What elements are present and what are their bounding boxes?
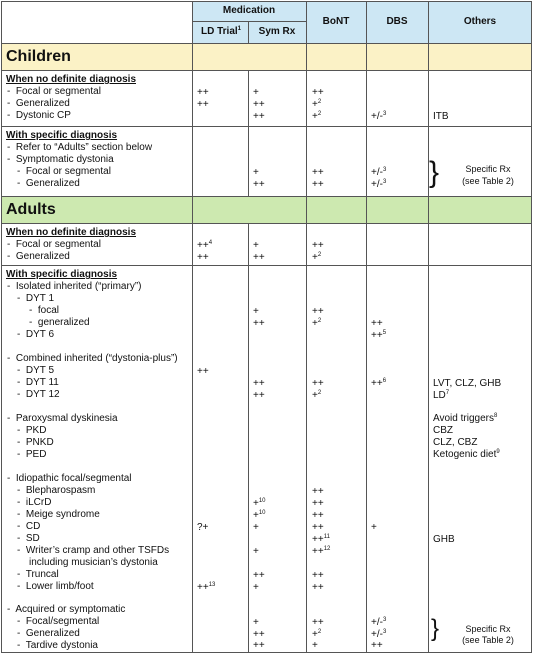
row-label: - SD (17, 533, 40, 544)
other-value: GHB (433, 534, 455, 545)
ld-value: ++$^{13}$ (197, 582, 216, 593)
bont-value: +$^2$ (312, 390, 322, 401)
bont-value: +$^2$ (312, 252, 322, 263)
row-label: - Acquired or symptomatic (7, 604, 126, 615)
row-label: - Isolated inherited (“primary”) (7, 281, 142, 292)
adults-band (1, 196, 532, 223)
bont-value: ++ (312, 87, 324, 98)
dbs-header: DBS (386, 16, 408, 27)
rule (1, 70, 532, 71)
sym-value: ++ (253, 111, 265, 122)
bont-value: + (312, 640, 318, 651)
sym-value: + (253, 522, 259, 533)
sym-value: + (253, 306, 259, 317)
sym-rx-header: Sym Rx (258, 26, 296, 37)
bont-value: +$^2$ (312, 111, 322, 122)
children-no-dx-title: When no definite diagnosis (6, 74, 136, 85)
other-value: Avoid triggers$^8$ (433, 413, 498, 424)
row-label: - PKD (17, 425, 47, 436)
ld-value: ++ (197, 99, 209, 110)
dbs-value: ++$^6$ (371, 378, 387, 389)
rule (248, 223, 249, 653)
rule (1, 196, 532, 197)
other-value: Ketogenic diet$^9$ (433, 449, 500, 460)
row-label: - CD (17, 521, 41, 532)
row-label: - Focal or segmental (7, 239, 101, 250)
dbs-value: ++ (371, 318, 383, 329)
brace-icon: } (429, 156, 440, 189)
bont-value: ++ (312, 179, 324, 190)
row-label: - Writer’s cramp and other TSFDs (17, 545, 170, 556)
dystonia-treatment-table (1, 1, 532, 653)
row-label: - Idiopathic focal/segmental (7, 473, 132, 484)
row-label: - Meige syndrome (17, 509, 100, 520)
dbs-value: +/-$^3$ (371, 179, 387, 190)
bont-value: ++ (312, 617, 324, 628)
ld-value: ++$^4$ (197, 240, 213, 251)
specific-rx-note: (see Table 2) (462, 176, 514, 186)
row-label: - DYT 1 (17, 293, 55, 304)
row-label: - Focal or segmental (17, 166, 111, 177)
row-label: - Combined inherited (“dystonia-plus”) (7, 353, 178, 364)
other-value: LVT, CLZ, GHB (433, 378, 502, 389)
other-value: $LD^7$ (433, 390, 450, 401)
sym-value: + (253, 240, 259, 251)
rule (531, 1, 532, 653)
rule (428, 1, 429, 653)
medication-header: Medication (222, 5, 276, 16)
bont-value: ++$^{11}$ (312, 534, 330, 545)
row-label: - DYT 6 (17, 329, 55, 340)
row-label: - DYT 5 (17, 365, 55, 376)
row-label: - PED (17, 449, 47, 460)
rule (1, 265, 532, 266)
rule (366, 1, 367, 653)
sym-value: + (253, 167, 259, 178)
sym-value: +$^{10}$ (253, 510, 266, 521)
row-label: - focal (29, 305, 60, 316)
row-label: - Generalized (7, 251, 70, 262)
row-label: - Tardive dystonia (17, 640, 98, 651)
bont-value: ++ (312, 378, 324, 389)
others-header: Others (463, 16, 497, 27)
sym-value: ++ (253, 570, 265, 581)
dbs-value: ++$^5$ (371, 330, 387, 341)
children-spec-dx-title: With specific diagnosis (6, 130, 118, 141)
bont-value: ++ (312, 240, 324, 251)
sym-value: +$^{10}$ (253, 498, 266, 509)
rule (306, 1, 307, 653)
children-section-title: Children (6, 48, 71, 65)
rule (192, 1, 193, 653)
bont-value: ++ (312, 486, 324, 497)
children-band (1, 43, 532, 70)
bont-header: BoNT (322, 16, 350, 27)
specific-rx-note: Specific Rx (465, 164, 511, 174)
row-label: - Generalized (17, 628, 80, 639)
row-label: - Generalized (7, 98, 70, 109)
row-label: - PNKD (17, 437, 54, 448)
rule (1, 223, 532, 224)
rule (1, 43, 532, 44)
row-label: - Refer to “Adults” section below (7, 142, 153, 153)
specific-rx-note: (see Table 2) (462, 635, 514, 645)
sym-value: + (253, 87, 259, 98)
bont-value: ++$^{12}$ (312, 546, 331, 557)
sym-value: ++ (253, 318, 265, 329)
bont-value: +$^2$ (312, 629, 322, 640)
sym-value: ++ (253, 99, 265, 110)
brace-icon: } (431, 615, 440, 642)
ld-value: ?+ (197, 522, 209, 533)
ld-trial-header: LD Trial$^1$ (200, 26, 242, 37)
sym-value: + (253, 582, 259, 593)
dbs-value: +/-$^3$ (371, 111, 387, 122)
bont-value: ++ (312, 570, 324, 581)
rule (1, 126, 532, 127)
sym-value: + (253, 617, 259, 628)
row-label: - Blepharospasm (17, 485, 96, 496)
sym-value: ++ (253, 390, 265, 401)
sym-value: ++ (253, 640, 265, 651)
bont-value: ++ (312, 498, 324, 509)
row-label: - DYT 11 (17, 377, 59, 388)
other-value: ITB (433, 111, 449, 122)
bont-value: +$^2$ (312, 318, 322, 329)
bont-value: ++ (312, 167, 324, 178)
rule (192, 21, 306, 22)
row-label: - Truncal (17, 569, 59, 580)
row-label: - iLCrD (17, 497, 52, 508)
adults-section-title: Adults (6, 201, 56, 218)
row-label: - Focal/segmental (17, 616, 100, 627)
row-label: - Lower limb/foot (17, 581, 94, 592)
dbs-value: +/-$^3$ (371, 629, 387, 640)
bont-value: +$^2$ (312, 99, 322, 110)
other-value: CBZ (433, 425, 453, 436)
bont-value: ++ (312, 522, 324, 533)
row-label: - Focal or segmental (7, 86, 101, 97)
row-label: - generalized (29, 317, 90, 328)
row-label: - Symptomatic dystonia (7, 154, 114, 165)
dbs-value: + (371, 522, 377, 533)
bont-value: ++ (312, 582, 324, 593)
sym-value: ++ (253, 252, 265, 263)
row-label: - Paroxysmal dyskinesia (7, 413, 118, 424)
row-label: including musician’s dystonia (29, 557, 158, 568)
ld-value: ++ (197, 366, 209, 377)
rule (248, 70, 249, 196)
sym-value: ++ (253, 629, 265, 640)
bont-value: ++ (312, 510, 324, 521)
adults-spec-dx-title: With specific diagnosis (6, 269, 118, 280)
adults-no-dx-title: When no definite diagnosis (6, 227, 136, 238)
other-value: CLZ, CBZ (433, 437, 478, 448)
rule (1, 652, 532, 653)
row-label: - Dystonic CP (7, 110, 71, 121)
dbs-value: ++ (371, 640, 383, 651)
row-label: - DYT 12 (17, 389, 60, 400)
sym-value: ++ (253, 179, 265, 190)
specific-rx-note: Specific Rx (465, 624, 511, 634)
rule (1, 1, 532, 2)
sym-value: ++ (253, 378, 265, 389)
dbs-value: +/-$^3$ (371, 617, 387, 628)
row-label: - Generalized (17, 178, 80, 189)
ld-value: ++ (197, 87, 209, 98)
sym-value: + (253, 546, 259, 557)
dbs-value: +/-$^3$ (371, 167, 387, 178)
ld-value: ++ (197, 252, 209, 263)
rule (1, 1, 2, 653)
bont-value: ++ (312, 306, 324, 317)
